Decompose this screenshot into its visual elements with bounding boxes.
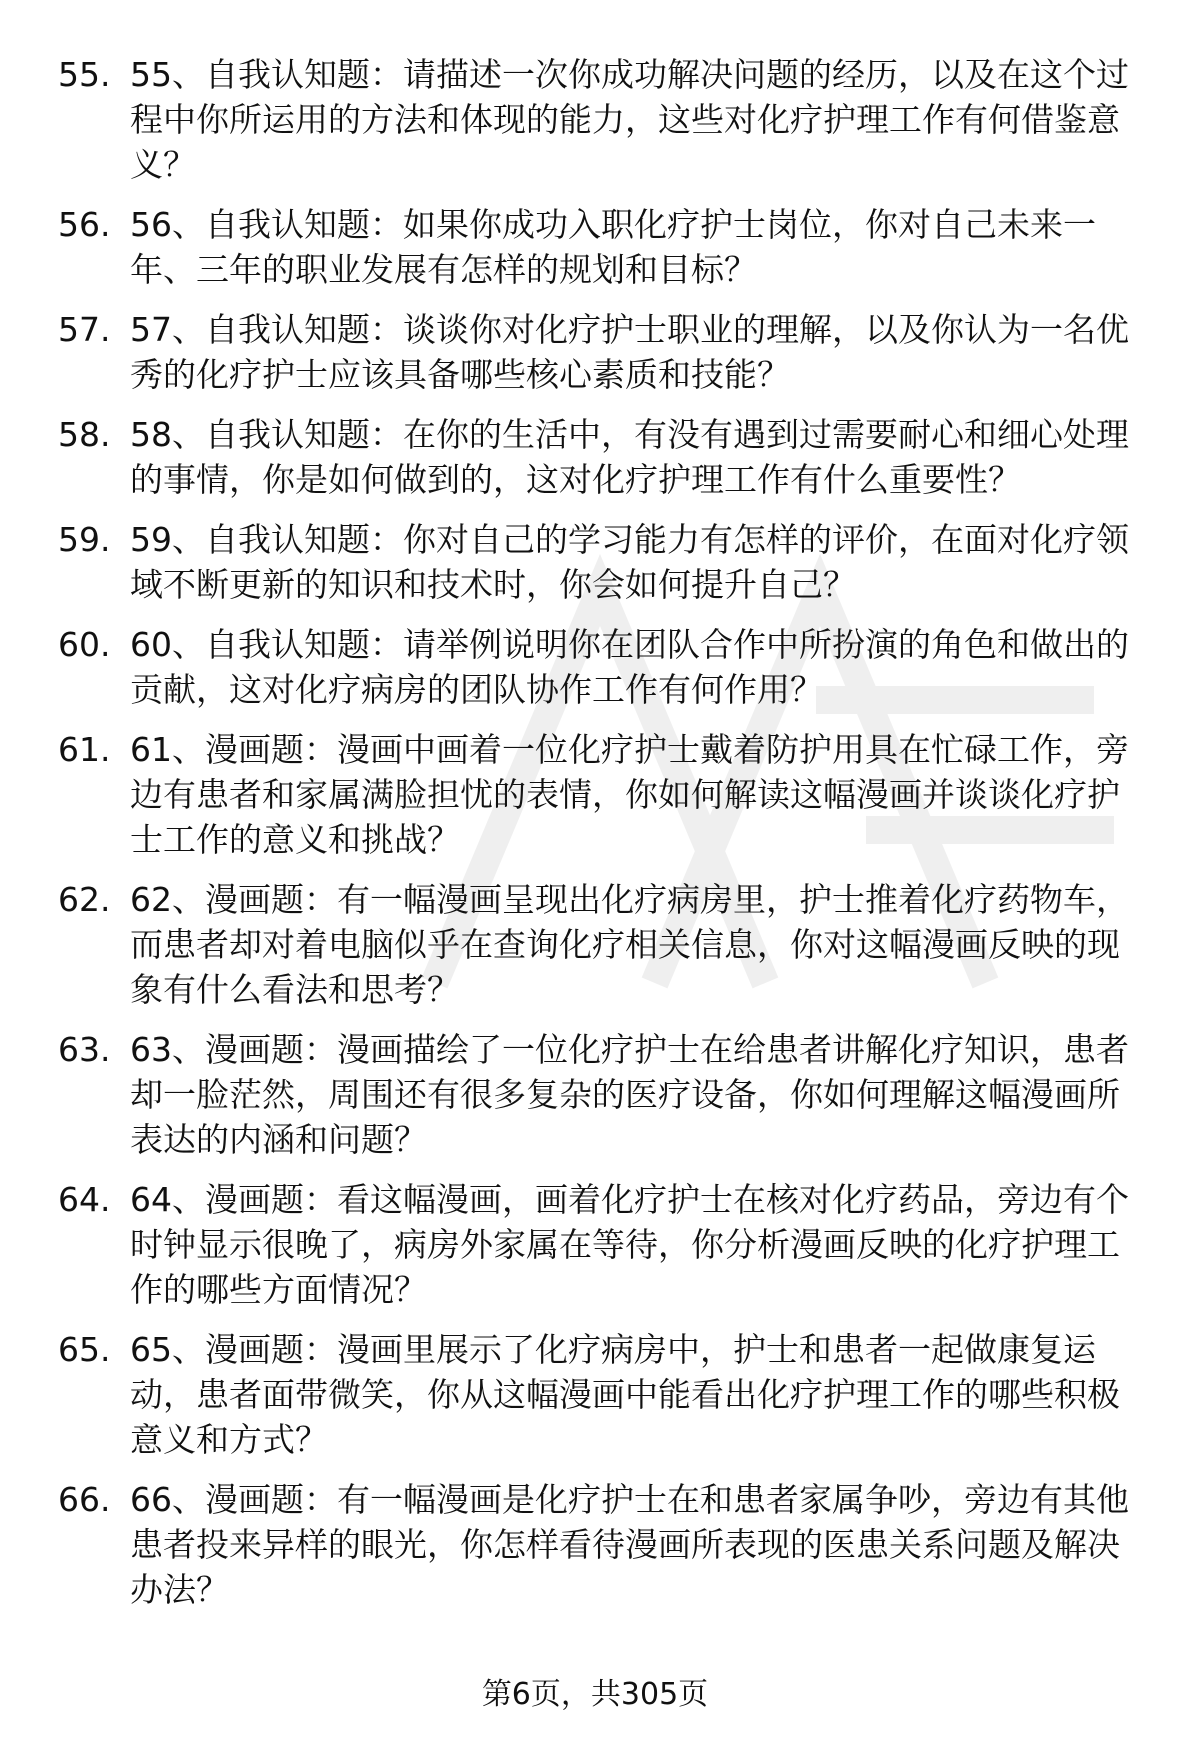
question-number: 63. xyxy=(58,1030,111,1069)
page-number-label: 第6页，共305页 xyxy=(481,1677,709,1712)
question-list xyxy=(58,52,1148,1627)
question-number: 60. xyxy=(58,625,111,664)
question-number: 65. xyxy=(58,1330,111,1369)
question-number: 64. xyxy=(58,1180,111,1219)
question-text: 59、自我认知题：你对自己的学习能力有怎样的评价，在面对化疗领域不断更新的知识和技术时，你会如何提升自己？ xyxy=(130,520,1129,604)
question-item xyxy=(58,727,1148,862)
question-number: 62. xyxy=(58,880,111,919)
question-text: 60、自我认知题：请举例说明你在团队合作中所扮演的角色和做出的贡献，这对化疗病房的团队协作工作有何作用？ xyxy=(130,625,1129,709)
question-text: 62、漫画题：有一幅漫画呈现出化疗病房里，护士推着化疗药物车，而患者却对着电脑似乎在查询化疗相关信息，你对这幅漫画反映的现象有什么看法和思考？ xyxy=(130,880,1129,1009)
question-number: 58. xyxy=(58,415,111,454)
question-item xyxy=(58,412,1148,502)
question-text: 63、漫画题：漫画描绘了一位化疗护士在给患者讲解化疗知识，患者却一脸茫然，周围还有很多复杂的医疗设备，你如何理解这幅漫画所表达的内涵和问题？ xyxy=(130,1030,1129,1159)
question-text: 64、漫画题：看这幅漫画，画着化疗护士在核对化疗药品，旁边有个时钟显示很晚了，病房外家属在等待，你分析漫画反映的化疗护理工作的哪些方面情况？ xyxy=(130,1180,1129,1309)
question-item xyxy=(58,202,1148,292)
question-number: 59. xyxy=(58,520,111,559)
question-text: 55、自我认知题：请描述一次你成功解决问题的经历，以及在这个过程中你所运用的方法和体现的能力，这些对化疗护理工作有何借鉴意义？ xyxy=(130,55,1129,184)
question-number: 66. xyxy=(58,1480,111,1519)
question-text: 66、漫画题：有一幅漫画是化疗护士在和患者家属争吵，旁边有其他患者投来异样的眼光，你怎样看待漫画所表现的医患关系问题及解决办法？ xyxy=(130,1480,1129,1609)
question-number: 55. xyxy=(58,55,111,94)
question-item xyxy=(58,1177,1148,1312)
question-item xyxy=(58,1477,1148,1612)
question-item xyxy=(58,307,1148,397)
question-item xyxy=(58,877,1148,1012)
question-text: 57、自我认知题：谈谈你对化疗护士职业的理解，以及你认为一名优秀的化疗护士应该具备哪些核心素质和技能？ xyxy=(130,310,1129,394)
question-number: 57. xyxy=(58,310,111,349)
question-text: 61、漫画题：漫画中画着一位化疗护士戴着防护用具在忙碌工作，旁边有患者和家属满脸担忧的表情，你如何解读这幅漫画并谈谈化疗护士工作的意义和挑战？ xyxy=(130,730,1129,859)
question-text: 65、漫画题：漫画里展示了化疗病房中，护士和患者一起做康复运动，患者面带微笑，你从这幅漫画中能看出化疗护理工作的哪些积极意义和方式？ xyxy=(130,1330,1120,1459)
question-item xyxy=(58,1027,1148,1162)
question-item xyxy=(58,517,1148,607)
question-item xyxy=(58,52,1148,187)
question-item xyxy=(58,1327,1148,1462)
question-number: 61. xyxy=(58,730,111,769)
question-item xyxy=(58,622,1148,712)
question-text: 56、自我认知题：如果你成功入职化疗护士岗位，你对自己未来一年、三年的职业发展有怎样的规划和目标？ xyxy=(130,205,1096,289)
question-number: 56. xyxy=(58,205,111,244)
page-footer xyxy=(0,1675,1190,1715)
question-text: 58、自我认知题：在你的生活中，有没有遇到过需要耐心和细心处理的事情，你是如何做到的，这对化疗护理工作有什么重要性？ xyxy=(130,415,1129,499)
